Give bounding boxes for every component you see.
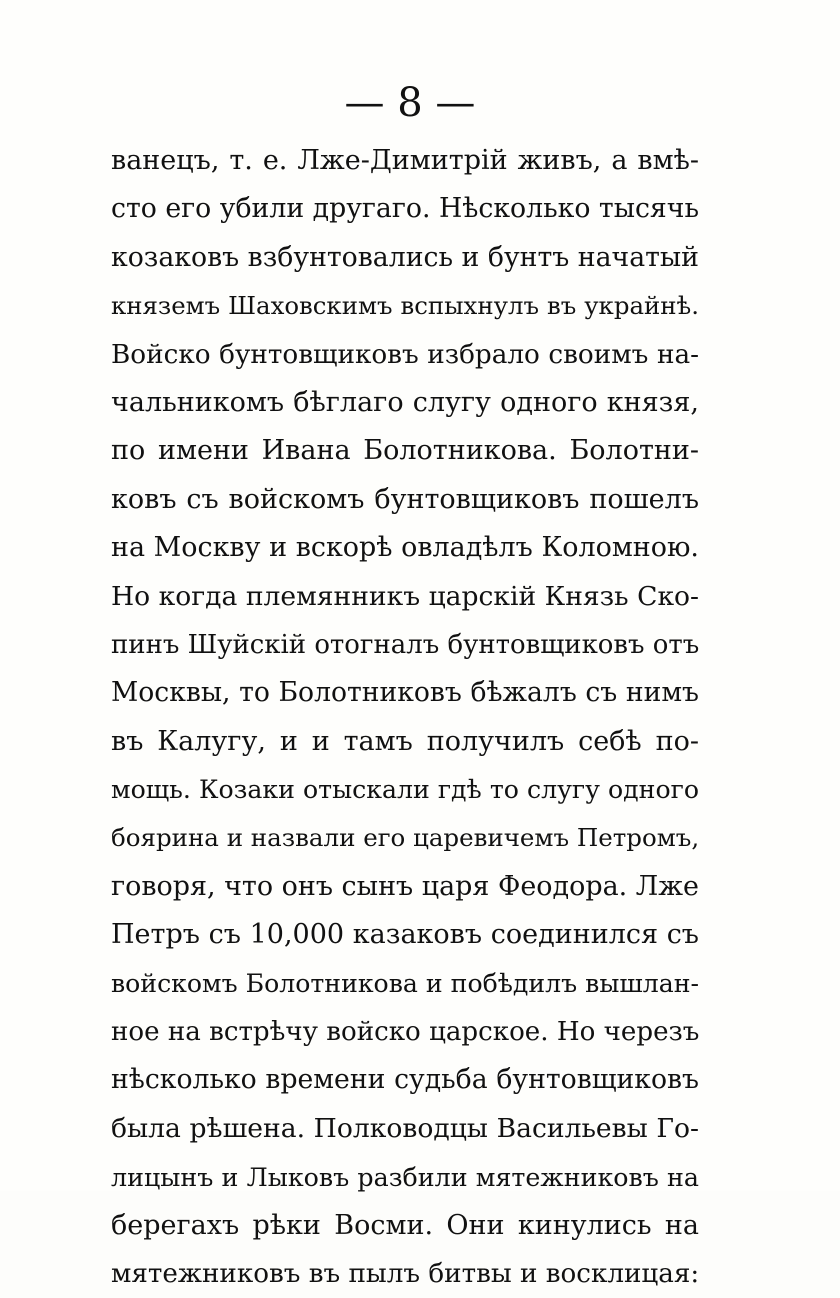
page-number: — 8 — xyxy=(344,80,476,126)
body-text xyxy=(111,137,699,1298)
text-line: сто его убили другаго. Нѣсколько тысячь xyxy=(111,193,699,225)
text-line: козаковъ взбунтовались и бунтъ начатый xyxy=(111,241,699,273)
text-line: Но когда племянникъ царскій Князь Ско- xyxy=(111,580,699,612)
text-line: пинъ Шуйскій отогналъ бунтовщиковъ отъ xyxy=(111,629,700,660)
text-line: берегахъ рѣки Восми. Они кинулись на xyxy=(111,1209,699,1241)
text-line: нѣсколько времени судьба бунтовщиковъ xyxy=(111,1064,699,1096)
text-line: Москвы, то Болотниковъ бѣжалъ съ нимъ xyxy=(111,677,699,709)
text-line: мощь. Козаки отыскали гдѣ то слугу одного xyxy=(111,775,699,805)
text-line: на Москву и вскорѣ овладѣлъ Коломною. xyxy=(111,532,699,564)
text-line: въ Калугу, и и тамъ получилъ себѣ по- xyxy=(111,725,699,757)
text-line: чальникомъ бѣглаго слугу одного князя, xyxy=(111,386,699,418)
text-line: лицынъ и Лыковъ разбили мятежниковъ на xyxy=(111,1162,699,1193)
text-line: княземъ Шаховскимъ вспыхнулъ въ украйнѣ. xyxy=(111,291,699,321)
text-line: мятежниковъ въ пылъ битвы и восклицая: xyxy=(111,1258,700,1289)
text-line: по имени Ивана Болотникова. Болотни- xyxy=(111,435,699,467)
text-line: Петръ съ 10,000 казаковъ соединился съ xyxy=(111,919,699,951)
text-line: Войско бунтовщиковъ избрало своимъ на- xyxy=(111,339,699,370)
text-line: говоря, что онъ сынъ царя Феодора. Лже xyxy=(111,870,699,902)
text-line: была рѣшена. Полководцы Васильевы Го- xyxy=(111,1112,699,1144)
text-line: ванецъ, т. е. Лже-Димитрій живъ, а вмѣ- xyxy=(111,145,699,176)
text-line: ное на встрѣчу войско царское. Но черезъ xyxy=(111,1017,700,1048)
text-line: боярина и назвали его царевичемъ Петромъ, xyxy=(111,823,700,853)
text-line: войскомъ Болотникова и побѣдилъ вышлан- xyxy=(111,968,699,998)
text-line: ковъ съ войскомъ бунтовщиковъ пошелъ xyxy=(111,483,699,515)
